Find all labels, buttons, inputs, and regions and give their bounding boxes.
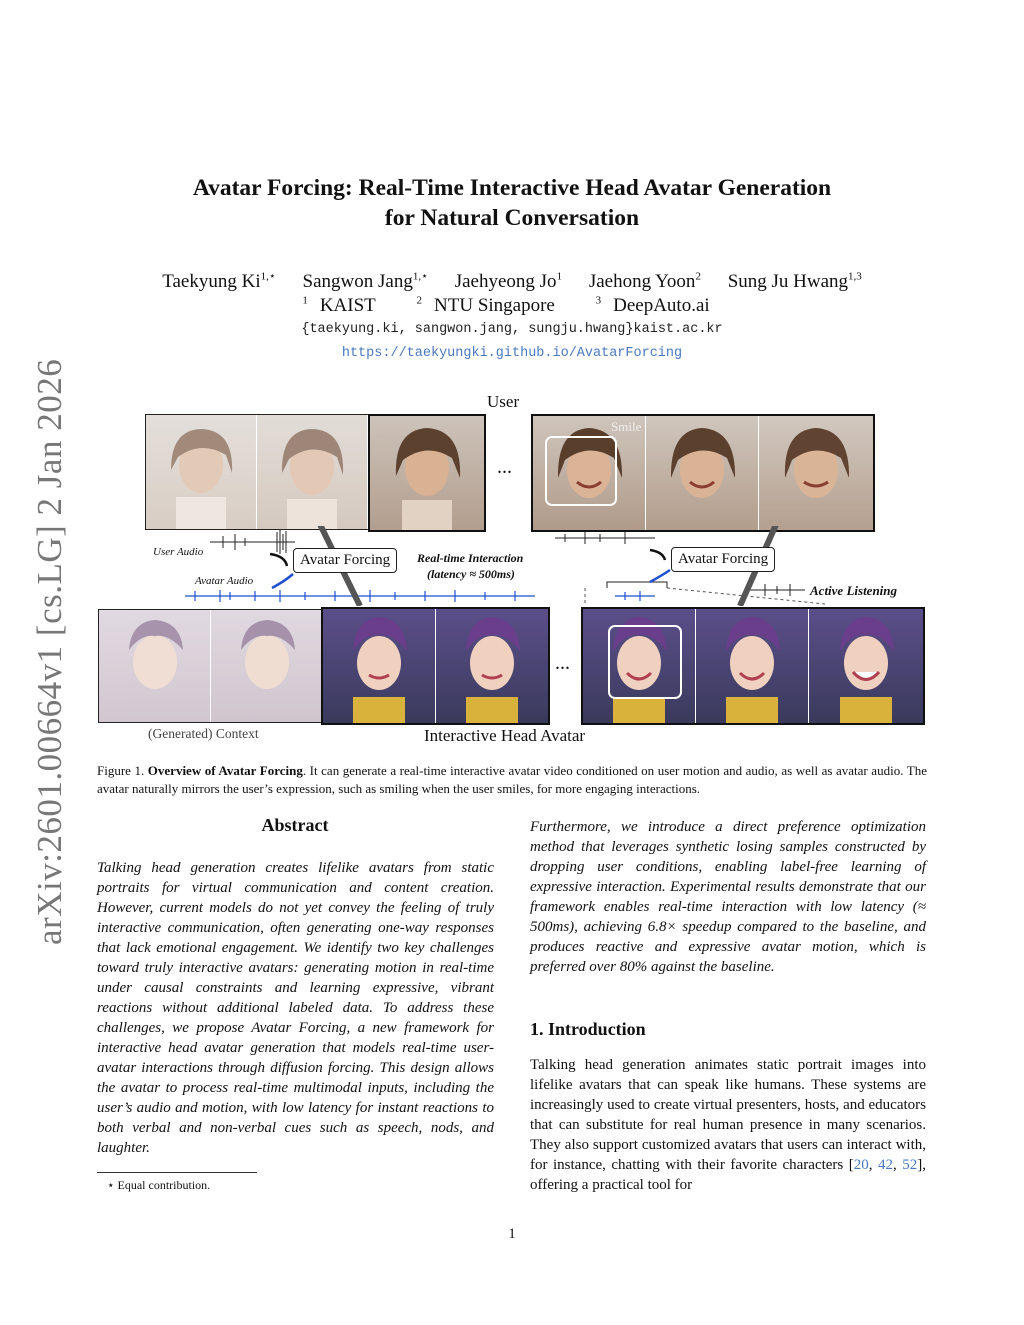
avatar-face-icon [211,610,322,722]
avatar-face-icon [696,609,808,723]
user-audio-label: User Audio [153,546,204,558]
ellipsis: ... [555,652,570,674]
avatar-frame [99,610,210,722]
citation-link[interactable]: 52 [902,1157,918,1173]
author: Sangwon Jang$^{1,⋆}$ [302,270,428,292]
arxiv-stamp: arXiv:2601.00664v1 [cs.LG] 2 Jan 2026 [30,358,69,945]
user-face-icon [146,415,256,529]
project-url-link[interactable]: https://taekyungki.github.io/AvatarForcing [341,346,683,361]
user-face-icon [257,415,367,529]
affiliation: $^3$ DeepAuto.ai [595,294,710,316]
user-face-icon [646,416,758,530]
abstract-heading: Abstract [261,815,329,835]
avatar-forcing-box: Avatar Forcing [671,547,775,572]
author: Taekyung $Ki^{1,⋆}$ [162,270,276,292]
active-listening-label: Active Listening [810,583,898,598]
author-emails: {taekyung.ki, sangwon.jang, sungju.hwang}kaist.ac.kr [301,322,723,337]
introduction-text: Talking head generation animates static portrait images into lifelike avatars that can speak like humans. These systems are increasingly used to create virtual presenters, hosts, and educators that can substitute for real human presence in many scenarios. They also support customized avatars that users can interact with, for instance, chatting with their favorite characters [20, 42, 52], offering a practical tool for [530,1057,927,1193]
realtime-interaction-label: Real-time Interaction [417,551,524,565]
context-frames [98,609,323,723]
author: Jaehong Yoon$^2$ [588,270,701,292]
author-list [0,271,1024,293]
interactive-avatar-frames-left [321,607,550,725]
avatar-face-icon [809,609,923,723]
avatar-frame [211,610,322,722]
section-heading-introduction: 1. Introduction [530,1019,646,1039]
user-frame [146,415,256,529]
smile-label: Smile [611,419,642,434]
avatar-frame [436,609,548,723]
paper-title-line2: for Natural Conversation [384,205,640,231]
abstract-text: Talking head generation creates lifelike avatars from static portraits for virtual communication and content creation. However, current models do not yet convey the feeling of truly interactive communication, often generating one-way responses that lack emotional engagement. We identify two key challenges toward truly interactive avatars: generating motion in real-time under causal constraints and learning expressive, vibrant reactions without additional labeled data. To address these challenges, we propose Avatar Forcing, a new framework for interactive head avatar generation that models real-time user-avatar interactions through diffusion forcing. This design allows the avatar to process real-time multimodal inputs, including the user’s audio and motion, with low latency for instant reactions to both verbal and non-verbal cues such as speech, nods, and laughter. [97,860,494,1156]
overview-figure [95,388,935,748]
user-frame [646,416,758,530]
footnote: ⋆ Equal contribution. [107,1178,211,1192]
avatar-forcing-box: Avatar Forcing [293,548,397,573]
affiliation-list [0,295,1024,317]
avatar-face-icon [323,609,435,723]
smile-highlight-box [545,436,617,506]
abstract-text-continued: Furthermore, we introduce a direct preference optimization method that leverages synthetic losing samples constructed by dropping user conditions, enabling label-free learning of expressive interaction. Experimental results demonstrate that our framework enables real-time interaction with low latency (≈ 500ms), achieving 6.8× speedup compared to the baseline, and produces reactive and expressive avatar motion, which is preferred over 80% against the baseline. [530,819,926,975]
footnote-rule [97,1172,257,1173]
page-number: 1 [508,1226,516,1242]
author: Sung Ju Hwang$^{1,3}$ [727,270,862,292]
avatar-frame [809,609,923,723]
user-frame [257,415,367,529]
paper-title-line1: Avatar Forcing: Real-Time Interactive Head Avatar Generation [192,175,832,201]
user-face-icon [759,416,873,530]
user-label: User [487,392,520,411]
affiliation: $^1$ KAIST [302,294,376,316]
ellipsis: ... [497,456,512,478]
user-face-icon [370,416,484,530]
citation-link[interactable]: 42 [878,1157,894,1173]
user-frame-bg [370,416,484,530]
interactive-avatar-label: Interactive Head Avatar [424,726,586,745]
avatar-frame [323,609,435,723]
latency-label: (latency ≈ 500ms) [427,567,515,581]
avatar-frame [696,609,808,723]
audio-waveforms [95,526,935,606]
figure-caption: Figure 1. Overview of Avatar Forcing. It can generate a real-time interactive avatar video conditioned on user motion and audio, as well as avatar audio. The avatar naturally mirrors the user’s expression, such as smiling when the user smiles, for more engaging interactions. [97,763,927,796]
citation-link[interactable]: 20 [853,1157,869,1173]
smile-highlight-box [608,625,682,699]
author: Jaehyeong Jo$^1$ [454,270,563,292]
user-frame-current [368,414,486,532]
avatar-audio-label: Avatar Audio [195,575,254,587]
avatar-face-icon [436,609,548,723]
avatar-face-icon [99,610,210,722]
user-frame [759,416,873,530]
affiliation: $^2$ NTU Singapore [416,294,555,316]
generated-context-label: (Generated) Context [148,726,259,741]
